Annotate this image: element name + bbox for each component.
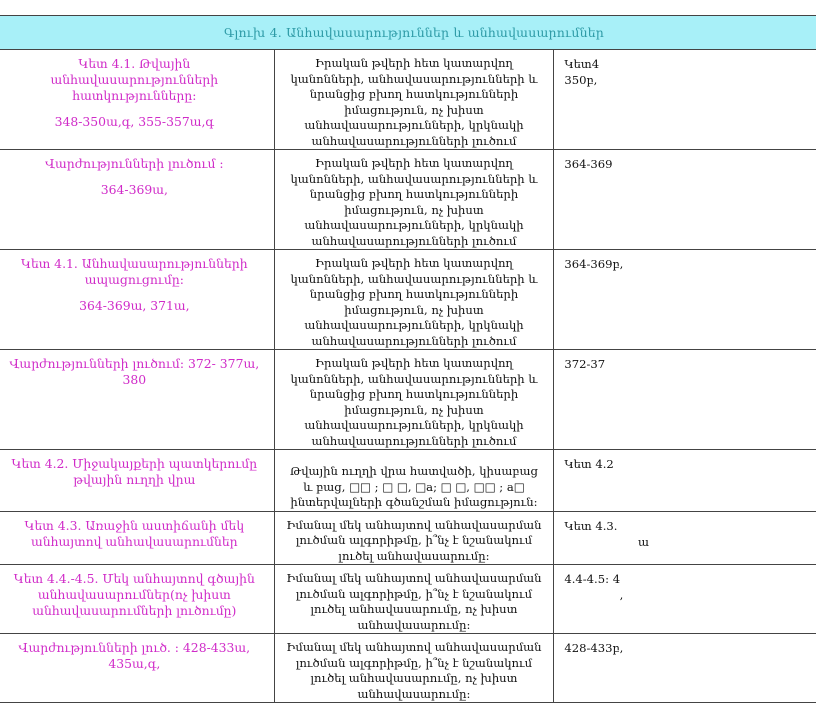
description-text: Իրական թվերի հետ կատարվող կանոնների, անհավասարությունների և նրանցից բխող հատկությունների իմացություն, ոչ խիստ անհավասարությունների, կրկնակի անհավասարությունների լուծում	[290, 56, 538, 148]
curriculum-table	[0, 15, 816, 703]
description-cell	[274, 350, 554, 450]
homework-line: Կետ 4.2	[564, 457, 614, 471]
description-cell	[274, 150, 554, 250]
homework-cell	[554, 350, 816, 450]
description-text: Իրական թվերի հետ կատարվող կանոնների, անհավասարությունների և նրանցից բխող հատկությունների իմացություն, ոչ խիստ անհավասարությունների, կրկնակի անհավասարությունների լուծում	[290, 356, 538, 448]
homework-cell	[554, 450, 816, 512]
table-row	[0, 511, 816, 565]
description-text: Իմանալ մեկ անհայտով անհավասարման լուծման ալգորիթմը, ի՞նչ է նշանակում լուծել անհավասարումը, ոչ խիստ անհավասարումը:	[286, 571, 542, 632]
topic-cell	[0, 250, 274, 350]
homework-line: Կետ4	[564, 57, 600, 71]
description-cell	[274, 50, 554, 150]
description-text: Իմանալ մեկ անհայտով անհավասարման լուծման ալգորիթմը, ի՞նչ է նշանակում լուծել անհավասարումը:	[286, 517, 542, 563]
topic-text: Կետ 4.2. Միջակայքերի պատկերումը թվային ուղղի վրա	[11, 456, 258, 487]
homework-line: 428-433բ,	[564, 641, 624, 655]
description-cell	[274, 450, 554, 512]
homework-line: 350բ,	[564, 73, 598, 87]
homework-line: 364-369	[564, 157, 613, 171]
homework-cell	[554, 634, 816, 703]
table-row	[0, 450, 816, 512]
description-cell	[274, 565, 554, 634]
homework-line: ա	[564, 534, 650, 549]
homework-cell	[554, 511, 816, 565]
table-header-row	[0, 16, 816, 50]
topic-text: Վարժությունների լուծում: 372- 377ա, 380	[9, 356, 260, 387]
topic-text: Վարժությունների լուծ. : 428-433ա, 435ա,գ,	[18, 640, 251, 671]
description-cell	[274, 250, 554, 350]
topic-cell	[0, 150, 274, 250]
topic-text: Կետ 4.1. Անհավասարությունների ապացուցումը:	[20, 256, 248, 287]
description-text: Իմանալ մեկ անհայտով անհավասարման լուծման ալգորիթմը, ի՞նչ է նշանակում լուծել անհավասարումը, ոչ խիստ անհավասարումը:	[286, 640, 542, 701]
description-cell	[274, 634, 554, 703]
description-cell	[274, 511, 554, 565]
topic-pages: 364-369ա, 371ա,	[79, 298, 190, 313]
chapter-title: Գլուխ 4. Անհավասարություններ և անհավասարումներ	[0, 16, 816, 50]
topic-cell	[0, 50, 274, 150]
topic-cell	[0, 511, 274, 565]
table-row	[0, 250, 816, 350]
topic-text: Կետ 4.4.-4.5. Մեկ անհայտով գծային անհավասարումներ(ոչ խիստ անհավասարումների լուծումը)	[13, 571, 255, 618]
topic-text: Կետ 4.3. Առաջին աստիճանի մեկ անհայտով անհավասարումներ	[24, 517, 245, 549]
homework-cell	[554, 250, 816, 350]
topic-pages: 348-350ա,գ, 355-357ա,գ	[54, 114, 215, 129]
homework-line: 4.4-4.5: 4	[564, 572, 621, 586]
table-row	[0, 50, 816, 150]
homework-line: 364-369բ,	[564, 257, 624, 271]
topic-text: Վարժությունների լուծում :	[45, 156, 224, 171]
topic-cell	[0, 450, 274, 512]
table-row	[0, 350, 816, 450]
topic-pages: 364-369ա,	[100, 182, 168, 197]
homework-cell	[554, 150, 816, 250]
table-row	[0, 634, 816, 703]
homework-cell	[554, 50, 816, 150]
table-row	[0, 565, 816, 634]
topic-cell	[0, 634, 274, 703]
homework-line: Կետ 4.3.	[564, 518, 618, 533]
topic-cell	[0, 350, 274, 450]
table-row	[0, 150, 816, 250]
description-text: Իրական թվերի հետ կատարվող կանոնների, անհավասարությունների և նրանցից բխող հատկությունների իմացություն, ոչ խիստ անհավասարությունների, կրկնակի անհավասարությունների լուծում	[290, 156, 538, 248]
homework-line: 372-37	[564, 357, 606, 371]
homework-cell	[554, 565, 816, 634]
topic-text: Կետ 4.1. Թվային անհավասարությունների հատկությունները:	[50, 56, 219, 103]
description-text: Թվային ուղղի վրա հատվածի, կիսաբաց և բաց, □□ ; □ □, □a; □ □, □□ ; a□ ինտերվալների գծանշման իմացություն:	[290, 464, 538, 509]
topic-cell	[0, 565, 274, 634]
description-text: Իրական թվերի հետ կատարվող կանոնների, անհավասարությունների և նրանցից բխող հատկությունների իմացություն, ոչ խիստ անհավասարությունների, կրկնակի անհավասարությունների լուծում	[290, 256, 538, 348]
homework-line: ,	[564, 588, 624, 602]
